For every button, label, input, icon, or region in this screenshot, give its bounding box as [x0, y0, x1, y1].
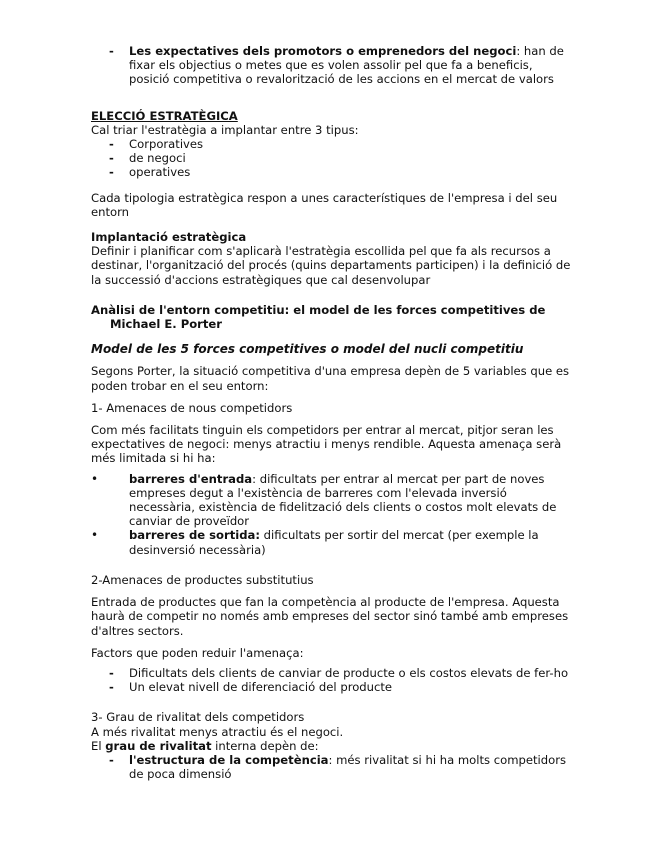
list-item-text: : han de fixar els objectius o metes que es volen assolir pel que fa a beneficis, posició competitiva o revalorització de les accions en el mercat de valors — [129, 44, 564, 87]
list-item-text: : més rivalitat si hi ha molts competidors de poca dimensió — [129, 752, 567, 782]
list-item — [91, 472, 571, 529]
paragraph: El grau de rivalitat interna depèn de: — [91, 738, 319, 753]
paragraph: A més rivalitat menys atractiu és el negoci. — [91, 724, 344, 739]
dash-marker: - — [109, 665, 114, 680]
paragraph: Com més facilitats tinguin els competidors per entrar al mercat, pitjor seran les expectatives de negoci: menys atractiu i menys rendible. Aquesta amenaça serà més limitada si hi ha: — [91, 423, 562, 466]
bullet-marker: • — [91, 471, 99, 486]
paragraph: Factors que poden reduir l'amenaça: — [91, 645, 304, 660]
subsection-title: 1- Amenaces de nous competidors — [91, 400, 293, 415]
subheading-model: Model de les 5 forces competitives o model del nucli competitiu — [91, 342, 524, 357]
bullet-marker: • — [91, 528, 99, 543]
list-item: - de negoci — [91, 151, 571, 165]
subsection-title: 3- Grau de rivalitat dels competidors — [91, 710, 305, 725]
dash-marker: - — [109, 165, 114, 180]
dash-marker: - — [109, 44, 114, 58]
list-item: - Dificultats dels clients de canviar de producte o els costos elevats de fer-ho — [91, 666, 571, 680]
dash-marker: - — [109, 151, 114, 166]
list-item-text: dificultats per sortir del mercat (per exemple la desinversió necessària) — [129, 528, 539, 557]
list-item-text: : dificultats per entrar al mercat per part de noves empreses degut a l'existència de barreres com l'elevada inversió necessària, existència de fidelització dels clients o costos molt elevats de canviar de proveïdor — [129, 471, 557, 529]
list-item-term: barreres de sortida: — [129, 528, 260, 543]
section-heading-analisi: Anàlisi de l'entorn competitiu: el model de les forces competitives de Michael E. Porter — [91, 302, 546, 332]
document-page — [91, 44, 571, 781]
paragraph: Cada tipologia estratègica respon a unes característiques de l'empresa i del seu entorn — [91, 190, 558, 219]
list-item: - Un elevat nivell de diferenciació del producte — [91, 680, 571, 694]
list-item-term: l'estructura de la competència — [129, 752, 329, 767]
paragraph: Segons Porter, la situació competitiva d'una empresa depèn de 5 variables que es poden trobar en el seu entorn: — [91, 364, 570, 393]
list-item — [91, 44, 571, 87]
list-item-term: barreres d'entrada — [129, 471, 253, 486]
paragraph: Cal triar l'estratègia a implantar entre 3 tipus: — [91, 122, 359, 137]
bold-term: grau de rivalitat — [105, 738, 212, 753]
list-item: - Corporatives — [91, 137, 571, 151]
dash-marker: - — [109, 137, 114, 152]
subsection-title: 2-Amenaces de productes substitutius — [91, 572, 314, 587]
list-item-term: Les expectatives dels promotors o emprenedors del negoci — [129, 44, 517, 58]
paragraph: Definir i planificar com s'aplicarà l'estratègia escollida pel que fa als recursos a destinar, l'organització del procés (quins departaments participen) i la definició de la successió d'accions estratègiques que cal desenvolupar — [91, 244, 571, 287]
section-heading-eleccio: ELECCIÓ ESTRATÈGICA — [91, 108, 238, 123]
dash-marker: - — [109, 752, 114, 767]
list-item — [91, 753, 571, 781]
list-item: - operatives — [91, 165, 571, 179]
dash-marker: - — [109, 680, 114, 695]
list-item — [91, 528, 571, 556]
paragraph: Entrada de productes que fan la competència al producte de l'empresa. Aquesta haurà de competir no només amb empreses del sector sinó també amb empreses d'altres sectors. — [91, 595, 569, 638]
section-heading-implantacio: Implantació estratègica — [91, 230, 247, 245]
